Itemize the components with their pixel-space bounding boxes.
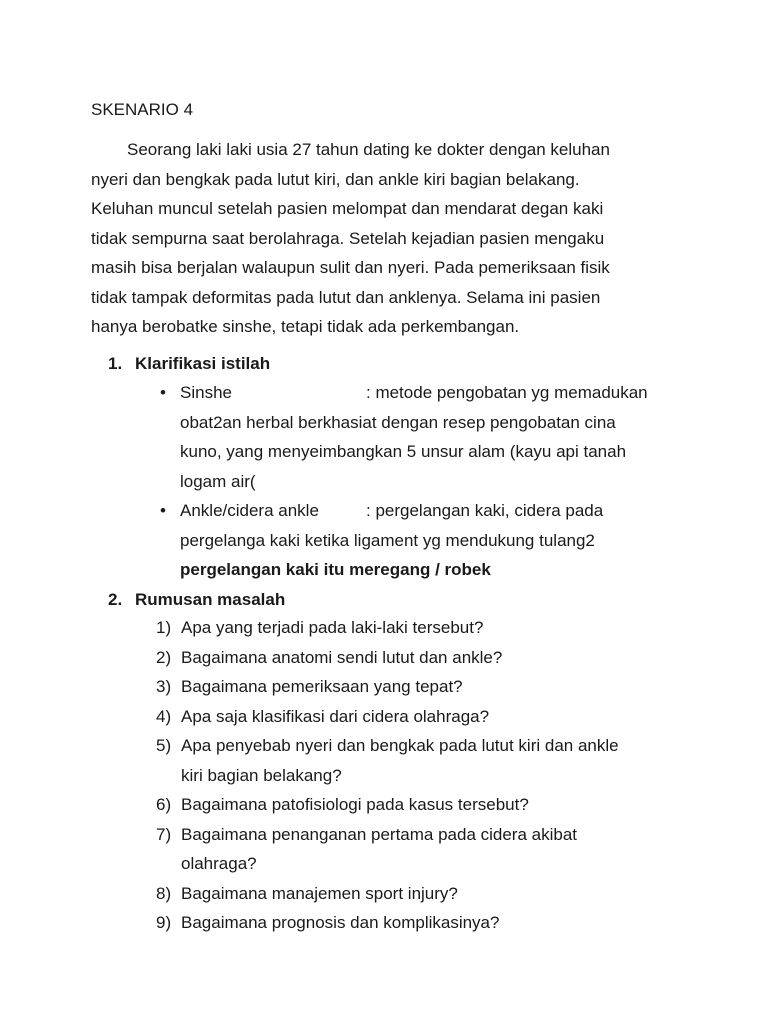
question-number: 6) [156, 795, 172, 814]
paragraph-line: tidak sempurna saat berolahraga. Setelah kejadian pasien mengaku [91, 228, 605, 248]
term-name: Ankle/cidera ankle [180, 501, 319, 520]
question-number: 3) [156, 677, 172, 696]
list-item [156, 672, 716, 702]
question-text: Bagaimana penanganan pertama pada cidera akibat [181, 824, 578, 844]
term-definition-line: pergelanga kaki ketika ligament yg mendukung tulang2 [180, 530, 595, 550]
question-text: Bagaimana prognosis dan komplikasinya? [181, 913, 500, 932]
question-number: 1) [156, 618, 172, 637]
question-list [156, 613, 716, 938]
question-text: Apa yang terjadi pada laki-laki tersebut? [181, 618, 484, 637]
term-definition-line: obat2an herbal berkhasiat dengan resep pengobatan cina [180, 412, 616, 432]
term-definition-line-bold: pergelangan kaki itu meregang / robek [180, 560, 491, 579]
term-definition-line: kuno, yang menyeimbangkan 5 unsur alam (kayu api tanah [180, 442, 627, 461]
term-definition-line: logam air( [180, 471, 256, 491]
question-text: Apa saja klasifikasi dari cidera olahraga? [181, 706, 490, 726]
section-number: 1. [108, 354, 123, 373]
question-number: 4) [156, 706, 172, 726]
question-text: Bagaimana anatomi sendi lutut dan ankle? [181, 647, 503, 667]
paragraph-line: Keluhan muncul setelah pasien melompat dan mendarat degan kaki [91, 199, 604, 218]
list-item [156, 790, 716, 820]
list-item [156, 643, 716, 673]
term-item-ankle [160, 496, 720, 585]
paragraph-line: masih bisa berjalan walaupun sulit dan nyeri. Pada pemeriksaan fisik [91, 258, 610, 277]
list-item [156, 908, 716, 938]
list-item [156, 613, 716, 643]
bullet-icon: • [160, 501, 166, 520]
question-text: Bagaimana patofisiologi pada kasus tersebut? [181, 795, 529, 814]
term-definition: : pergelangan kaki, cidera pada [366, 501, 604, 520]
list-item [156, 731, 716, 790]
list-item [156, 820, 716, 879]
question-number: 5) [156, 736, 172, 755]
question-text: Apa penyebab nyeri dan bengkak pada lutut kiri dan ankle [181, 736, 619, 755]
paragraph-line: tidak tampak deformitas pada lutut dan anklenya. Selama ini pasien [91, 287, 601, 307]
document-title: SKENARIO 4 [91, 100, 194, 119]
question-text: kiri bagian belakang? [181, 765, 342, 785]
section-heading-klarifikasi [108, 349, 270, 379]
question-text: Bagaimana manajemen sport injury? [181, 883, 458, 903]
section-heading-text: Rumusan masalah [135, 590, 286, 609]
term-item-sinshe [160, 378, 720, 496]
term-name: Sinshe [180, 383, 232, 402]
question-number: 8) [156, 883, 172, 903]
paragraph-line: Seorang laki laki usia 27 tahun dating ke dokter dengan keluhan [127, 140, 610, 159]
question-number: 7) [156, 824, 172, 844]
question-text: olahraga? [181, 854, 257, 873]
list-item [156, 879, 716, 909]
question-number: 2) [156, 647, 172, 667]
question-text: Bagaimana pemeriksaan yang tepat? [181, 677, 463, 696]
paragraph-line: hanya berobatke sinshe, tetapi tidak ada perkembangan. [91, 317, 520, 336]
section-heading-rumusan [108, 585, 285, 615]
section-number: 2. [108, 590, 123, 609]
term-definition: : metode pengobatan yg memadukan [366, 383, 648, 402]
list-item [156, 702, 716, 732]
bullet-icon: • [160, 383, 166, 402]
section-heading-text: Klarifikasi istilah [135, 354, 271, 373]
question-number: 9) [156, 913, 172, 932]
scenario-paragraph [91, 135, 691, 342]
paragraph-line: nyeri dan bengkak pada lutut kiri, dan ankle kiri bagian belakang. [91, 169, 580, 189]
term-list [160, 378, 720, 585]
